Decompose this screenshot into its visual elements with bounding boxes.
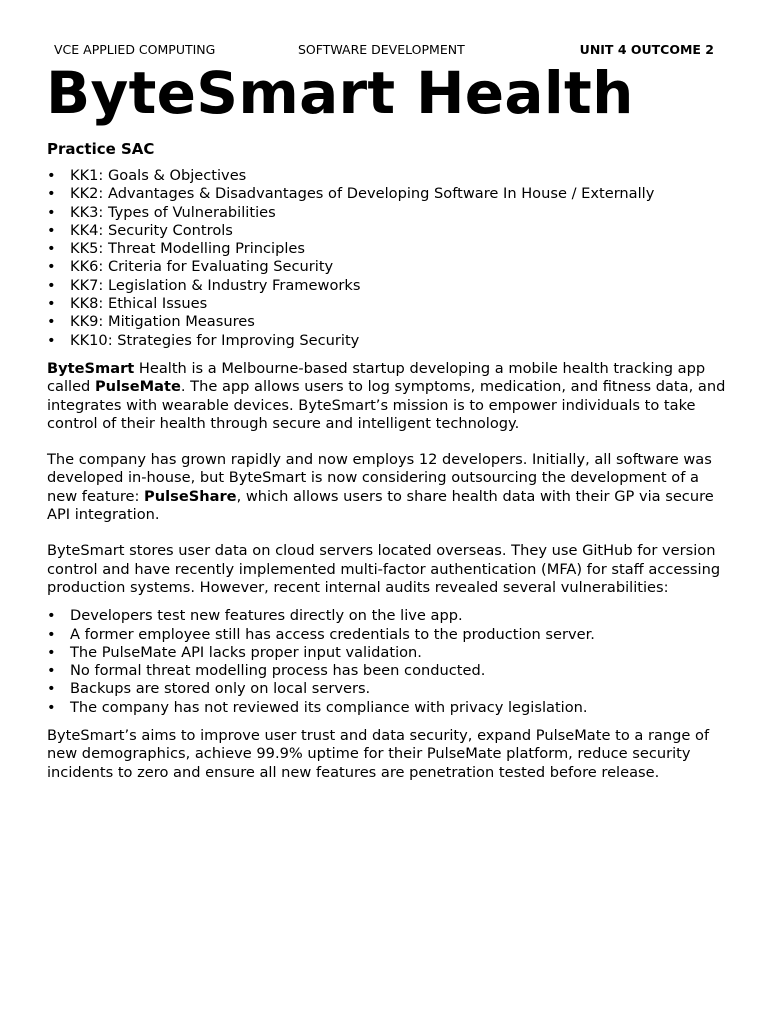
list-item-text: No formal threat modelling process has been conducted. <box>70 662 486 680</box>
aims-paragraph: ByteSmart’s aims to improve user trust and data security, expand PulseMate to a range of new demographics, achieve 99.9% uptime for their PulseMate platform, reduce security incidents to zero and ensure all new features are penetration tested before release. <box>47 727 710 781</box>
list-item <box>47 313 727 331</box>
bold-text: PulseShare <box>144 487 237 505</box>
bullet-icon: • <box>47 258 56 276</box>
list-item <box>47 332 727 350</box>
bullet-icon: • <box>47 313 56 331</box>
bullet-icon: • <box>47 607 56 625</box>
bullet-icon: • <box>47 221 56 239</box>
list-item <box>47 240 727 258</box>
list-item <box>47 185 727 203</box>
bullet-icon: • <box>47 331 56 349</box>
bullet-icon: • <box>47 680 56 698</box>
bullet-icon: • <box>47 276 56 294</box>
bold-text: ByteSmart <box>47 359 135 377</box>
list-item-text: KK9: Mitigation Measures <box>70 313 255 331</box>
list-item <box>47 607 727 625</box>
list-item-text: KK8: Ethical Issues <box>70 295 208 313</box>
list-item <box>47 699 727 717</box>
list-item <box>47 680 727 698</box>
bullet-icon: • <box>47 185 56 203</box>
list-item-text: KK6: Criteria for Evaluating Security <box>70 258 334 276</box>
bullet-icon: • <box>47 698 56 716</box>
intro-paragraph: ByteSmart Health is a Melbourne-based startup developing a mobile health tracking app called PulseMate. The app allows users to log symptoms, medication, and fitness data, and integrates with wearable devices. ByteSmart’s mission is to empower individuals to take control of their health through secure and intelligent technology. <box>47 359 726 432</box>
list-item-text: Developers test new features directly on the live app. <box>70 607 463 625</box>
list-item-text: The company has not reviewed its compliance with privacy legislation. <box>70 698 588 716</box>
list-item <box>47 258 727 276</box>
bullet-icon: • <box>47 167 56 184</box>
key-knowledge-list <box>47 167 727 350</box>
bullet-icon: • <box>47 240 56 258</box>
list-item-text: KK5: Threat Modelling Principles <box>70 240 306 258</box>
list-item <box>47 222 727 240</box>
list-item-text: KK10: Strategies for Improving Security <box>70 331 360 349</box>
bullet-icon: • <box>47 203 56 221</box>
list-item <box>47 662 727 680</box>
list-item <box>47 167 727 185</box>
list-item <box>47 295 727 313</box>
page-subtitle: Practice SAC <box>47 140 155 158</box>
list-item <box>47 277 727 295</box>
growth-paragraph: The company has grown rapidly and now employs 12 developers. Initially, all software was developed in-house, but ByteSmart is now considering outsourcing the development of a new feature: PulseShare, which allows users to share health data with their GP via secure API integration. <box>47 451 714 524</box>
bullet-icon: • <box>47 662 56 680</box>
list-item-text: KK1: Goals & Objectives <box>70 167 247 184</box>
list-item <box>47 626 727 644</box>
bullet-icon: • <box>47 625 56 643</box>
list-item-text: A former employee still has access credentials to the production server. <box>70 625 595 643</box>
bullet-icon: • <box>47 643 56 661</box>
page-header <box>54 42 714 58</box>
list-item <box>47 204 727 222</box>
list-item-text: The PulseMate API lacks proper input validation. <box>70 643 422 661</box>
bullet-icon: • <box>47 295 56 313</box>
storage-paragraph: ByteSmart stores user data on cloud servers located overseas. They use GitHub for version control and have recently implemented multi-factor authentication (MFA) for staff accessing production systems. However, recent internal audits revealed several vulnerabilities: <box>47 542 721 596</box>
page-title: ByteSmart Health <box>46 59 634 127</box>
list-item-text: KK4: Security Controls <box>70 221 233 239</box>
bold-text: PulseMate <box>94 378 181 396</box>
list-item <box>47 644 727 662</box>
header-subject: VCE APPLIED COMPUTING <box>54 42 216 57</box>
list-item-text: KK7: Legislation & Industry Frameworks <box>70 276 361 294</box>
list-item-text: Backups are stored only on local servers. <box>70 680 371 698</box>
document-body <box>47 167 727 782</box>
list-item-text: KK2: Advantages & Disadvantages of Developing Software In House / Externally <box>70 185 655 203</box>
header-course: SOFTWARE DEVELOPMENT <box>298 42 465 57</box>
list-item-text: KK3: Types of Vulnerabilities <box>70 203 276 221</box>
header-unit: UNIT 4 OUTCOME 2 <box>579 42 714 57</box>
vulnerabilities-list <box>47 607 727 717</box>
